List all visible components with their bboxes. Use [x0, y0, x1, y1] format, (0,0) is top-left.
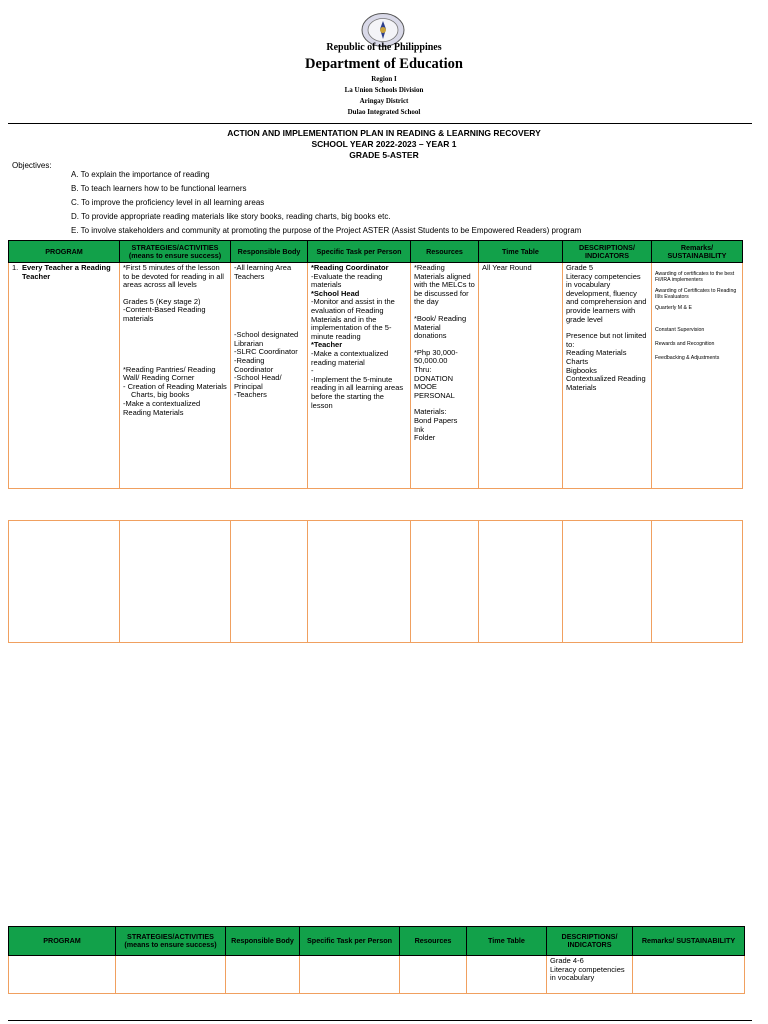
task-item: -Make a contextualized reading material: [311, 348, 389, 367]
col-task: Specific Task per Person: [300, 927, 400, 956]
plan-table: [8, 240, 743, 489]
objective-d: D. To provide appropriate reading materials like story books, reading charts, big books etc.: [71, 212, 391, 221]
description-presence: Presence but not limited to:: [566, 331, 647, 349]
strategy-item: -Make a contextualized Reading Materials: [123, 398, 201, 417]
resources-cell: [411, 263, 479, 489]
strategy-item: *Reading Pantries/ Reading Wall/ Reading Corner: [123, 364, 216, 383]
task-item: -: [311, 366, 314, 376]
description-item: Charts: [566, 356, 589, 366]
strategies-cell: [120, 263, 231, 489]
col-task: Specific Task per Person: [308, 241, 411, 263]
descriptions-cell: [563, 263, 652, 489]
task-item: -Monitor and assist in the evaluation of Reading Materials and in the implementation of the 5-minute reading: [311, 297, 395, 341]
next-page-table: [8, 926, 745, 994]
responsible-item: -School designated Librarian: [234, 330, 299, 348]
remark-item: Feedbacking & Adjustments: [655, 355, 720, 361]
resource-item: Folder: [414, 433, 436, 443]
col-remarks: Remarks/ SUSTAINABILITY: [633, 927, 745, 956]
objective-a: A. To explain the importance of reading: [71, 170, 210, 179]
description-item: Bigbooks: [566, 365, 597, 375]
col-timetable: Time Table: [479, 241, 563, 263]
description-item: Reading Materials: [566, 348, 627, 358]
division-line: La Union Schools Division: [344, 86, 424, 94]
department-heading: Department of Education: [305, 56, 463, 72]
remark-item: Constant Supervision: [655, 327, 705, 333]
responsible-item: -Teachers: [234, 390, 267, 400]
remarks-cell: [652, 263, 743, 489]
timetable-value: All Year Round: [482, 263, 532, 272]
program-name: Every Teacher a Reading Teacher: [22, 263, 111, 281]
strategy-item: -Content-Based Reading materials: [123, 305, 206, 323]
resource-item: MOOE: [414, 382, 437, 392]
strategy-item: - Creation of Reading Materials: [123, 381, 227, 391]
col-descriptions: DESCRIPTIONS/ INDICATORS: [547, 927, 633, 956]
col-timetable: Time Table: [467, 927, 547, 956]
table-row: [9, 956, 745, 994]
empty-cell: [563, 521, 652, 643]
description-item: Contextualized Reading Materials: [566, 374, 646, 392]
descriptions-cell: Grade 4-6 Literacy competencies in vocabulary: [547, 956, 633, 994]
empty-cell: [411, 521, 479, 643]
empty-cell: [231, 521, 308, 643]
empty-cell: [467, 956, 547, 994]
col-descriptions: DESCRIPTIONS/ INDICATORS: [563, 241, 652, 263]
page-footer-line: [8, 1020, 752, 1021]
responsible-item: -SLRC Coordinator: [234, 347, 298, 357]
grade-section: GRADE 5-ASTER: [349, 150, 419, 160]
empty-cell: [300, 956, 400, 994]
resource-item: *Book/ Reading Material donations: [414, 313, 467, 341]
col-resources: Resources: [400, 927, 467, 956]
empty-cell: [9, 956, 116, 994]
task-role: *School Head: [311, 288, 360, 298]
empty-cell: [633, 956, 745, 994]
empty-cell: [116, 956, 226, 994]
objective-e: E. To involve stakeholders and community at promoting the purpose of the Project ASTER (Assist Students to be Empowered Readers) program: [71, 226, 582, 235]
empty-cell: [308, 521, 411, 643]
empty-cell: [400, 956, 467, 994]
remark-item: Quarterly M & E: [655, 305, 692, 311]
resource-item: Thru:: [414, 364, 432, 374]
empty-cell: [226, 956, 300, 994]
task-item: -Implement the 5-minute reading in all learning areas before the starting the lesson: [311, 374, 404, 410]
responsible-cell: [231, 263, 308, 489]
resource-item: DONATION: [414, 373, 454, 383]
objective-b: B. To teach learners how to be functional learners: [71, 184, 247, 193]
resource-item: PERSONAL: [414, 390, 455, 400]
objectives-label: Objectives:: [12, 161, 52, 170]
col-responsible: Responsible Body: [231, 241, 308, 263]
header-divider: [8, 123, 752, 124]
task-role: *Reading Coordinator: [311, 263, 389, 272]
blank-table: [8, 520, 743, 643]
empty-cell: [9, 521, 120, 643]
col-program: PROGRAM: [9, 241, 120, 263]
table-header-row: [9, 927, 745, 956]
region-line: Region I: [371, 75, 397, 83]
objective-c: C. To improve the proficiency level in all learning areas: [71, 198, 265, 207]
empty-cell: [652, 521, 743, 643]
responsible-item: -School Head/ Principal: [234, 373, 282, 391]
empty-cell: [479, 521, 563, 643]
remark-item: Awarding of certificates to the best Fil/IRA implementers: [655, 271, 735, 283]
program-cell: [9, 263, 120, 489]
col-remarks: Remarks/ SUSTAINABILITY: [652, 241, 743, 263]
timetable-cell: [479, 263, 563, 489]
col-resources: Resources: [411, 241, 479, 263]
description-literacy: Literacy competencies in vocabulary development, fluency and comprehension and provide learners with grade level: [566, 271, 647, 324]
table-row: [9, 263, 743, 489]
responsible-item: -All learning Area Teachers: [234, 263, 292, 281]
school-year: SCHOOL YEAR 2022-2023 – YEAR 1: [311, 139, 457, 149]
strategy-item: Charts, big books: [131, 390, 190, 400]
resource-item: *Reading Materials aligned with the MELCs to be discussed for the day: [414, 263, 475, 307]
plan-title: ACTION AND IMPLEMENTATION PLAN IN READING & LEARNING RECOVERY: [227, 128, 541, 138]
col-responsible: Responsible Body: [226, 927, 300, 956]
responsible-item: -Reading Coordinator: [234, 355, 274, 374]
col-program: PROGRAM: [9, 927, 116, 956]
resource-item: Materials:: [414, 407, 447, 417]
task-item: -Evaluate the reading materials: [311, 271, 383, 290]
task-role: *Teacher: [311, 340, 343, 350]
table-row: [9, 521, 743, 643]
remark-item: Awarding of Certificates to Reading Ill/s Evaluators: [655, 288, 737, 300]
resource-item: Bond Papers: [414, 415, 458, 425]
remark-item: Rewards and Recognition: [655, 341, 715, 347]
resource-item: Ink: [414, 424, 425, 434]
school-line: Dulao Integrated School: [347, 108, 421, 116]
col-strategies: STRATEGIES/ACTIVITIES (means to ensure success): [120, 241, 231, 263]
empty-cell: [120, 521, 231, 643]
strategy-item: Grades 5 (Key stage 2): [123, 296, 201, 306]
strategy-item: *First 5 minutes of the lesson to be devoted for reading in all areas across all levels: [123, 263, 224, 290]
task-cell: [308, 263, 411, 489]
program-number: 1.: [12, 263, 19, 272]
district-line: Aringay District: [359, 97, 409, 105]
description-grade: Grade 5: [566, 263, 594, 272]
table-header-row: [9, 241, 743, 263]
col-strategies: STRATEGIES/ACTIVITIES (means to ensure success): [116, 927, 226, 956]
republic-heading: Republic of the Philippines: [326, 42, 442, 53]
resource-item: *Php 30,000-50,000.00: [414, 347, 458, 366]
